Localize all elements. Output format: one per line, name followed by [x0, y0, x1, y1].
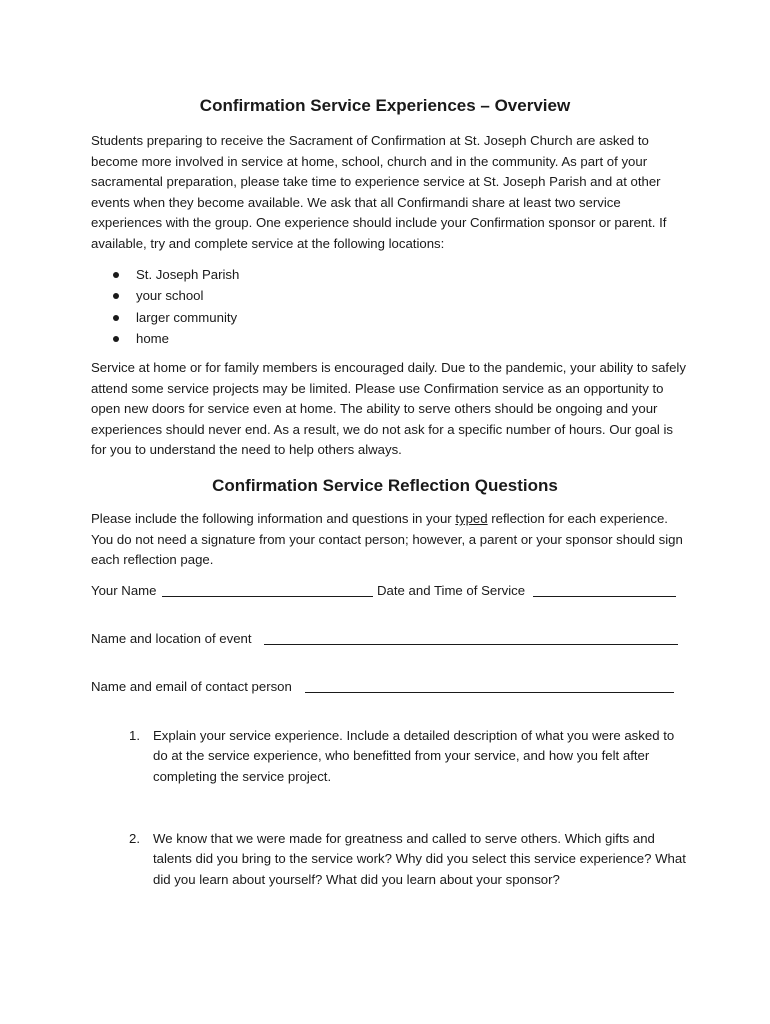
bullet-icon — [113, 293, 119, 299]
location-label: St. Joseph Parish — [136, 267, 240, 282]
typed-emphasis: typed — [455, 511, 488, 526]
question-item — [129, 829, 689, 890]
location-label: home — [136, 331, 169, 347]
event-label: Name and location of event — [91, 631, 252, 646]
date-time-field[interactable] — [533, 596, 676, 597]
bullet-icon — [113, 336, 119, 342]
list-item — [91, 264, 239, 285]
locations-list — [91, 264, 239, 350]
location-label: larger community — [136, 309, 238, 325]
reflection-intro-text: Please include the following information and questions in your — [91, 511, 456, 526]
service-paragraph: Service at home or for family members is encouraged daily. Due to the pandemic, your ability to safely attend some service projects may be limited. Please use Confirmation service as an opportunity to open new doors for service even at home. The ability to serve others should be ongoing and your experiences should never end. As a result, we do not ask for a specific number of hours. Our goal is for you to understand the need to help others always. — [91, 360, 686, 458]
your-name-label: Your Name — [91, 583, 157, 598]
location-label: your school — [136, 288, 204, 304]
intro-paragraph: Students preparing to receive the Sacrament of Confirmation at St. Joseph Church are asked to become more involved in service at home, school, church and in the community. As part of your sacramental preparation, please take time to experience service at St. Joseph Parish and at other events when they become available. We ask that all Confirmandi share at least two service experiences with the group. One experience should include your Confirmation sponsor or parent. If available, try and complete service at the following locations: — [91, 133, 667, 251]
page-title: Confirmation Service Experiences – Overview — [199, 96, 571, 115]
contact-label: Name and email of contact person — [91, 679, 292, 694]
reflection-intro — [91, 509, 691, 571]
question-number: 1. — [129, 728, 140, 743]
question-number: 2. — [129, 831, 140, 846]
list-item — [91, 285, 239, 306]
question-item — [129, 726, 689, 787]
reflection-intro-text: reflection for each experience. You do not need a signature from your contact person; however, a parent or your sponsor should sign each reflection page. — [91, 511, 683, 568]
contact-field[interactable] — [305, 692, 674, 693]
question-text: Explain your service experience. Include a detailed description of what you were asked to do at the service experience, who benefitted from your service, and how you felt after completing the service project. — [153, 728, 675, 784]
bullet-icon — [113, 315, 119, 321]
list-item — [91, 328, 239, 349]
list-item — [91, 307, 239, 328]
your-name-field[interactable] — [162, 596, 373, 597]
bullet-icon — [113, 272, 119, 278]
event-field[interactable] — [264, 644, 678, 645]
section-title: Confirmation Service Reflection Questions — [212, 476, 558, 495]
date-time-label: Date and Time of Service — [377, 583, 526, 598]
question-text: We know that we were made for greatness and called to serve others. Which gifts and talents did you bring to the service work? Why did you select this service experience? What did you learn about yourself? What did you learn about your sponsor? — [153, 831, 686, 887]
